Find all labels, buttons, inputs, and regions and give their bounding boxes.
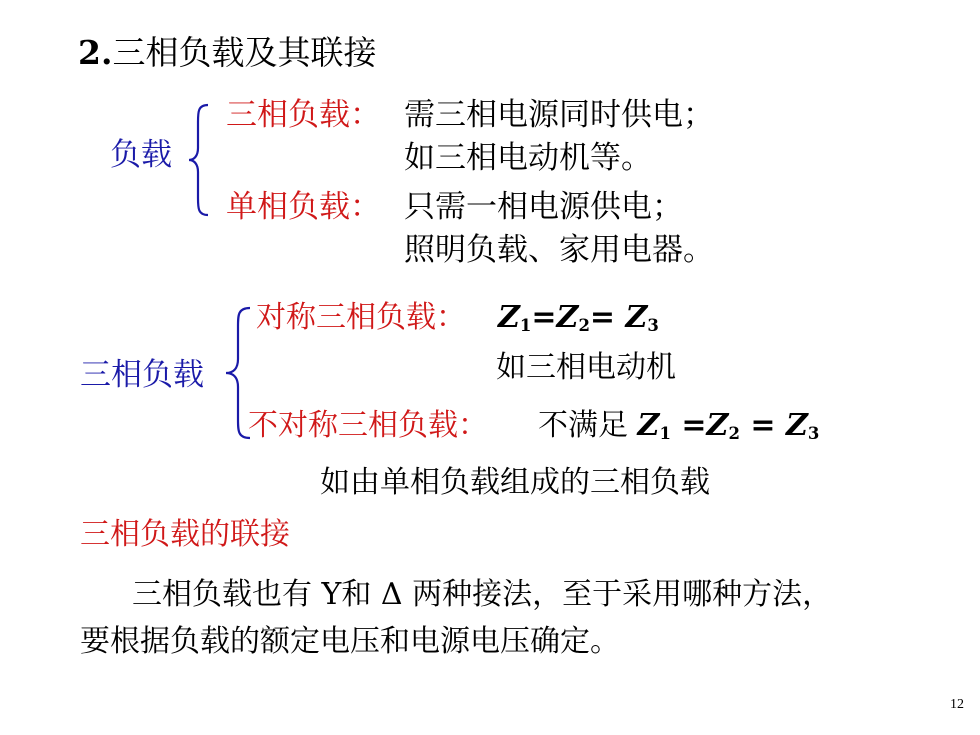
asymmetric-load-label: 不对称三相负载：: [248, 408, 488, 443]
asymmetric-formula-line: [538, 408, 820, 444]
load-brace: [186, 100, 216, 220]
connection-paragraph-line2: 要根据负载的额定电压和电源电压确定。: [80, 624, 620, 659]
symmetric-load-label: 对称三相负载：: [256, 300, 466, 335]
connection-paragraph-line1: 三相负载也有 Y和 Δ 两种接法，至于采用哪种方法，: [132, 577, 833, 612]
load-label: 负载: [110, 137, 172, 173]
title-text: 三相负载及其联接: [112, 33, 377, 72]
slide-title: [78, 33, 377, 72]
single-phase-load-line1: 只需一相电源供电；: [404, 189, 683, 225]
symmetric-load-example: 如三相电动机: [496, 350, 676, 385]
three-phase-load-label: 三相负载：: [226, 97, 381, 133]
three-phase-load-line1: 需三相电源同时供电；: [404, 97, 714, 133]
three-phase-group-label: 三相负载: [80, 357, 204, 393]
single-phase-load-label: 单相负载：: [226, 189, 381, 225]
single-phase-load-line2: 照明负载、家用电器。: [404, 232, 714, 268]
title-number: 2.: [78, 33, 113, 72]
asymmetric-formula: $Z_1 =Z_2 = Z_3$: [637, 408, 820, 444]
asymmetric-load-example: 如由单相负载组成的三相负载: [320, 465, 710, 500]
connection-heading: 三相负载的联接: [80, 517, 290, 552]
three-phase-load-line2: 如三相电动机等。: [404, 140, 652, 176]
asymmetric-prefix: 不满足: [538, 408, 638, 443]
page-number: 12: [950, 697, 964, 712]
symmetric-formula: $Z_1=Z_2= Z_3$: [498, 300, 659, 336]
